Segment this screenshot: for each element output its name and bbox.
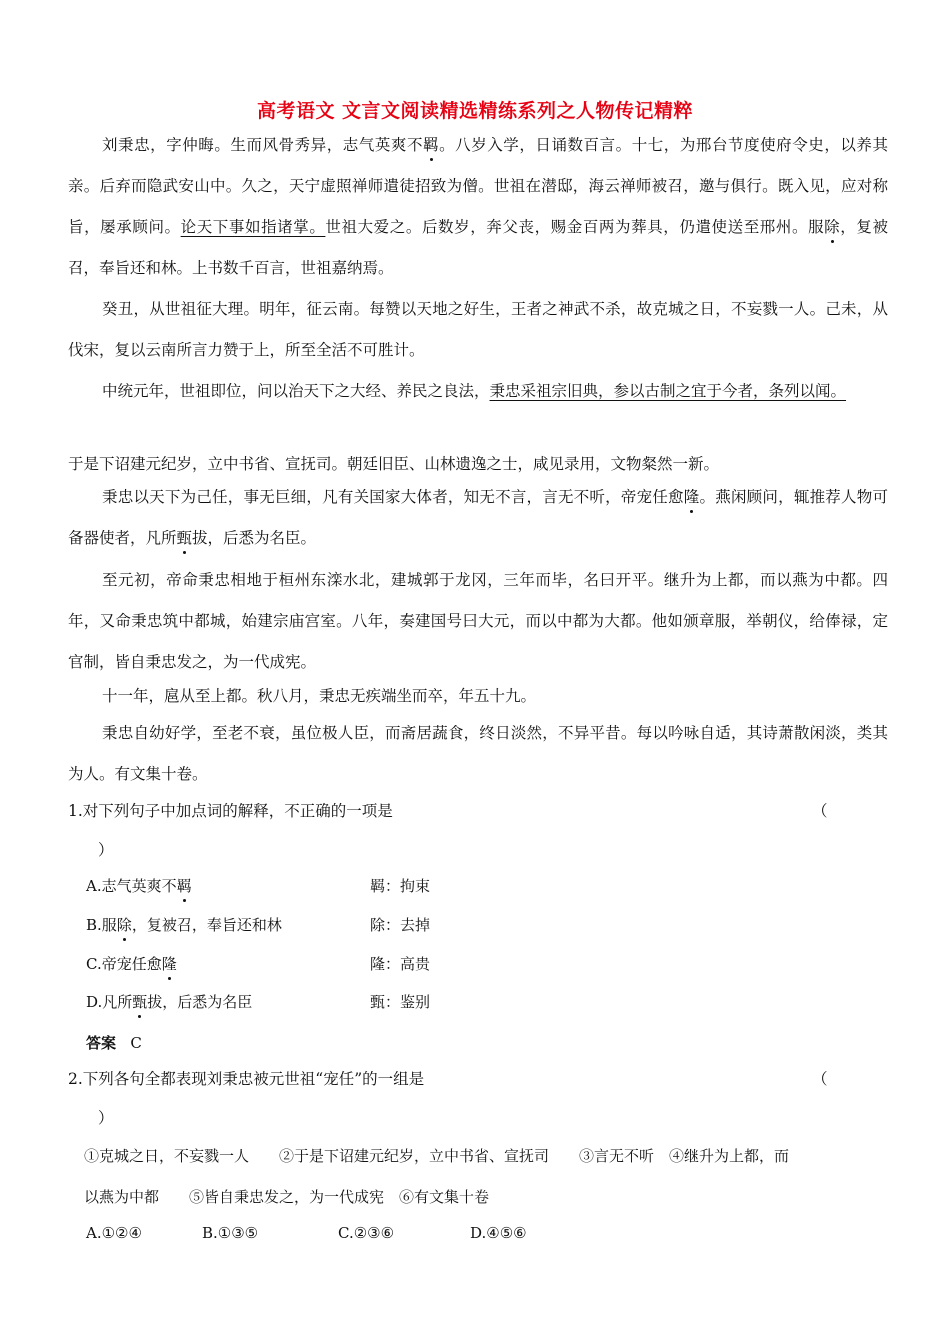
question-2-paren-open: （ [812, 1070, 828, 1088]
question-2-choice-a: A.①②④ [86, 1224, 142, 1242]
option-a-dotted-word: 羁 [176, 877, 192, 895]
p3-underlined-sentence: 秉忠采祖宗旧典，参以古制之宜于今者，条列以闻。 [489, 382, 847, 400]
paragraph-3 [68, 371, 888, 412]
p4-dotted-word-long: 隆 [683, 488, 700, 506]
question-1-paren-close: ） [98, 841, 114, 859]
question-1-paren-open: （ [812, 802, 828, 820]
p1-text-c: 世祖大爱之。后数岁，奔父丧，赐金百两为葬具，仍遣使送至邢州。服 [325, 218, 825, 236]
question-1-option-a-gloss: 羁：拘束 [370, 877, 431, 895]
p3-text-a: 中统元年，世祖即位，问以治天下之大经、养民之良法， [102, 382, 490, 400]
question-1-option-b-gloss: 除：去掉 [370, 916, 431, 934]
paragraph-7: 秉忠自幼好学，至老不衰，虽位极人臣，而斋居蔬食，终日淡然，不异平昔。每以吟咏自适，其诗萧散闲淡，类其为人。有文集十卷。 [68, 724, 888, 783]
question-2-choice-d: D.④⑤⑥ [470, 1224, 527, 1242]
question-1-option-c-gloss: 隆：高贵 [370, 955, 431, 973]
option-b-dotted-word: 除 [116, 916, 132, 934]
question-1-option-d: D.凡所甄拔，后悉为名臣 [86, 993, 253, 1011]
question-2-choice-c: C.②③⑥ [338, 1224, 395, 1242]
answer-value: C [130, 1034, 142, 1052]
paragraph-6: 十一年，扈从至上都。秋八月，秉忠无疾端坐而卒，年五十九。 [102, 687, 537, 705]
p4-dotted-word-zhen: 甄 [176, 529, 193, 547]
question-1-option-c: C.帝宠任愈隆 [86, 955, 177, 973]
p1-dotted-word-chu: 除 [824, 218, 841, 236]
question-1-option-b: B.服除，复被召，奉旨还和林 [86, 916, 282, 934]
paragraph-2: 癸丑，从世祖征大理。明年，征云南。每赞以天地之好生，王者之神武不杀，故克城之日，不妄戮一人。己未，从伐宋，复以云南所言力赞于上，所至全活不可胜计。 [68, 300, 888, 359]
p1-dotted-word-ji: 羁 [423, 136, 440, 154]
option-d-dotted-word: 甄 [132, 993, 148, 1011]
p4-text-c: 拔，后悉为名臣。 [192, 529, 317, 547]
p1-text-d: ，复被召，奉旨还和林。上书数千百言，世祖嘉纳焉。 [68, 218, 888, 277]
question-2-stem: 2.下列各句全都表现刘秉忠被元世祖“宠任”的一组是 [68, 1070, 425, 1088]
question-1-stem: 1.对下列句子中加点词的解释，不正确的一项是 [68, 802, 393, 820]
answer-label: 答案 [86, 1034, 117, 1052]
paragraph-4 [68, 477, 888, 559]
question-1-option-a: A.志气英爽不羁 [86, 877, 192, 895]
question-2-items-line-2: 以燕为中都 ⑤皆自秉忠发之，为一代成宪 ⑥有文集十卷 [84, 1188, 490, 1206]
question-2-items-line-1: ①克城之日，不妄戮一人 ②于是下诏建元纪岁，立中书省、宣抚司 ③言无不听 ④继升为上都，而 [84, 1147, 790, 1165]
paragraph-3-continuation: 于是下诏建元纪岁，立中书省、宣抚司。朝廷旧臣、山林遗逸之士，咸见录用，文物粲然一新。 [68, 455, 720, 473]
question-2-paren-close: ） [98, 1109, 114, 1127]
question-2-choice-b: B.①③⑤ [202, 1224, 259, 1242]
p4-text-a: 秉忠以天下为己任，事无巨细，凡有关国家大体者，知无不言，言无不听，帝宠任愈 [102, 488, 684, 506]
question-1-option-d-gloss: 甄：鉴别 [370, 993, 431, 1011]
paragraph-5: 至元初，帝命秉忠相地于桓州东滦水北，建城郭于龙冈，三年而毕，名曰开平。继升为上都，而以燕为中都。四年，又命秉忠筑中都城，始建宗庙宫室。八年，奏建国号曰大元，而以中都为大都。他如颁章服，举朝仪，给俸禄，定官制，皆自秉忠发之，为一代成宪。 [68, 571, 888, 671]
paragraph-1 [68, 125, 888, 289]
p1-underlined-sentence: 论天下事如指诸掌。 [180, 218, 326, 236]
question-1-answer [86, 1031, 142, 1055]
p1-text-a: 刘秉忠，字仲晦。生而风骨秀异，志气英爽不 [102, 136, 424, 154]
p4-text-b: 。燕闲顾问，辄推荐人物可备器使者，凡所 [68, 488, 888, 547]
document-title: 高考语文 文言文阅读精选精练系列之人物传记精粹 [256, 100, 694, 122]
option-c-dotted-word: 隆 [161, 955, 177, 973]
p1-text-b: 。八岁入学，日诵数百言。十七，为邢台节度使府令史，以养其亲。后弃而隐武安山中。久之，天宁虚照禅师遣徒招致为僧。世祖在潜邸，海云禅师被召，邀与俱行。既入见，应对称旨，屡承顾问。 [68, 136, 888, 236]
